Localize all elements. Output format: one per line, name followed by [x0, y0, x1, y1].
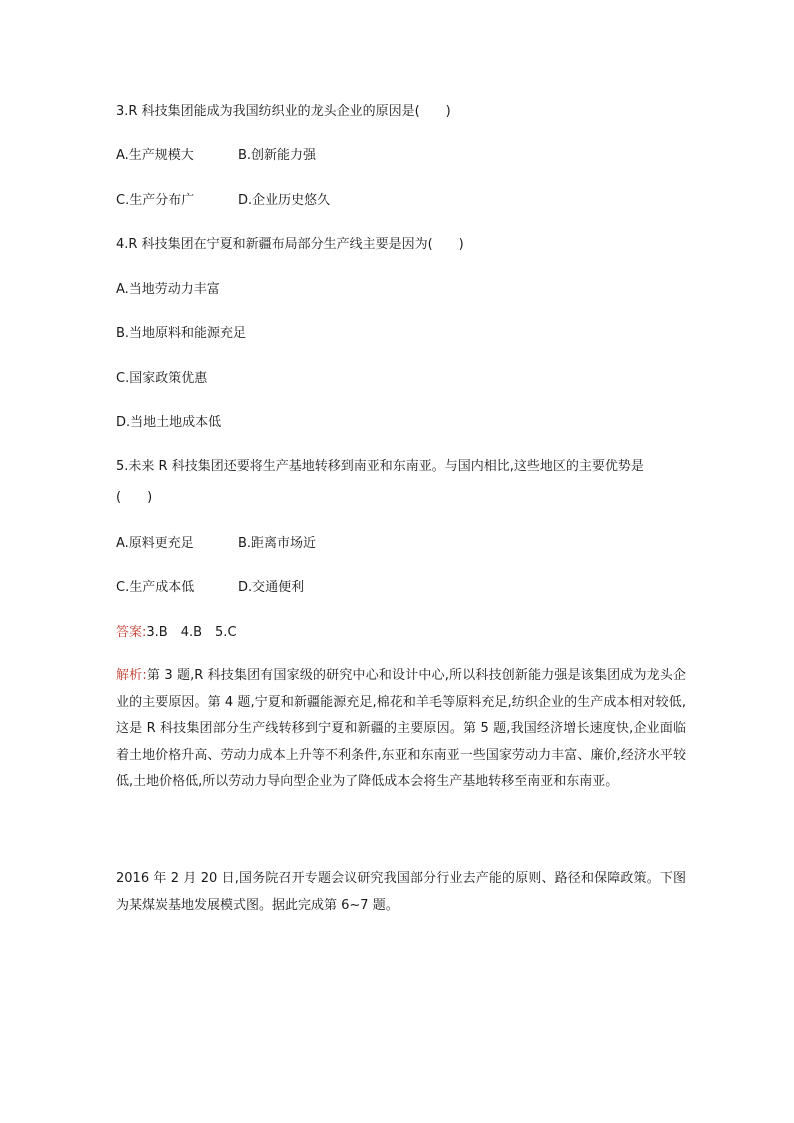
answer-line — [116, 623, 237, 643]
q4-option-a: A.当地劳动力丰富 — [116, 282, 220, 297]
q3-option-b: B.创新能力强 — [238, 148, 317, 163]
analysis-paragraph — [116, 663, 686, 796]
q4-stem: 4.R 科技集团在宁夏和新疆布局部分生产线主要是因为( ) — [116, 237, 464, 252]
q5-option-b: B.距离市场近 — [238, 536, 317, 551]
q4-option-d: D.当地土地成本低 — [116, 415, 222, 430]
analysis-label: 解析: — [116, 668, 147, 683]
q3-stem: 3.R 科技集团能成为我国纺织业的龙头企业的原因是( ) — [116, 104, 451, 119]
q5-option-a: A.原料更充足 — [116, 536, 194, 551]
q3-option-d: D.企业历史悠久 — [238, 193, 331, 208]
q3-options-row2 — [116, 191, 330, 211]
q3-option-c: C.生产分布广 — [116, 193, 195, 208]
analysis-text: 第 3 题,R 科技集团有国家级的研究中心和设计中心,所以科技创新能力强是该集团成为龙头企业的主要原因。第 4 题,宁夏和新疆能源充足,棉花和羊毛等原料充足,纺织企业的生产成本相对较低,这是 R 科技集团部分生产线转移到宁夏和新疆的主要原因。第 5 题,我国经济增长速度快,企业面临着土地价格升高、劳动力成本上升等不利条件,东亚和东南亚一些国家劳动力丰富、廉价,经济水平较低,土地价格低,所以劳动力导向型企业为了降低成本会将生产基地转移至南亚和东南亚。 — [116, 668, 686, 789]
intro-text: 2016 年 2 月 20 日,国务院召开专题会议研究我国部分行业去产能的原则、路径和保障政策。下图为某煤炭基地发展模式图。据此完成第 6~7 题。 — [116, 871, 686, 913]
q5-option-c: C.生产成本低 — [116, 580, 195, 595]
q4-option-c: C.国家政策优惠 — [116, 371, 208, 386]
q5-option-d: D.交通便利 — [238, 580, 305, 595]
q3-options-row1 — [116, 146, 316, 166]
intro-paragraph — [116, 866, 686, 919]
q5-stem: 5.未来 R 科技集团还要将生产基地转移到南亚和东南亚。与国内相比,这些地区的主要优势是 — [116, 459, 644, 474]
q3-option-a: A.生产规模大 — [116, 148, 194, 163]
q4-option-b: B.当地原料和能源充足 — [116, 326, 247, 341]
q5-stem-cont: ( ) — [116, 490, 153, 505]
answer-text: 3.B 4.B 5.C — [146, 625, 237, 640]
answer-label: 答案: — [116, 625, 147, 640]
q5-options-row1 — [116, 534, 316, 554]
q5-options-row2 — [116, 578, 304, 598]
